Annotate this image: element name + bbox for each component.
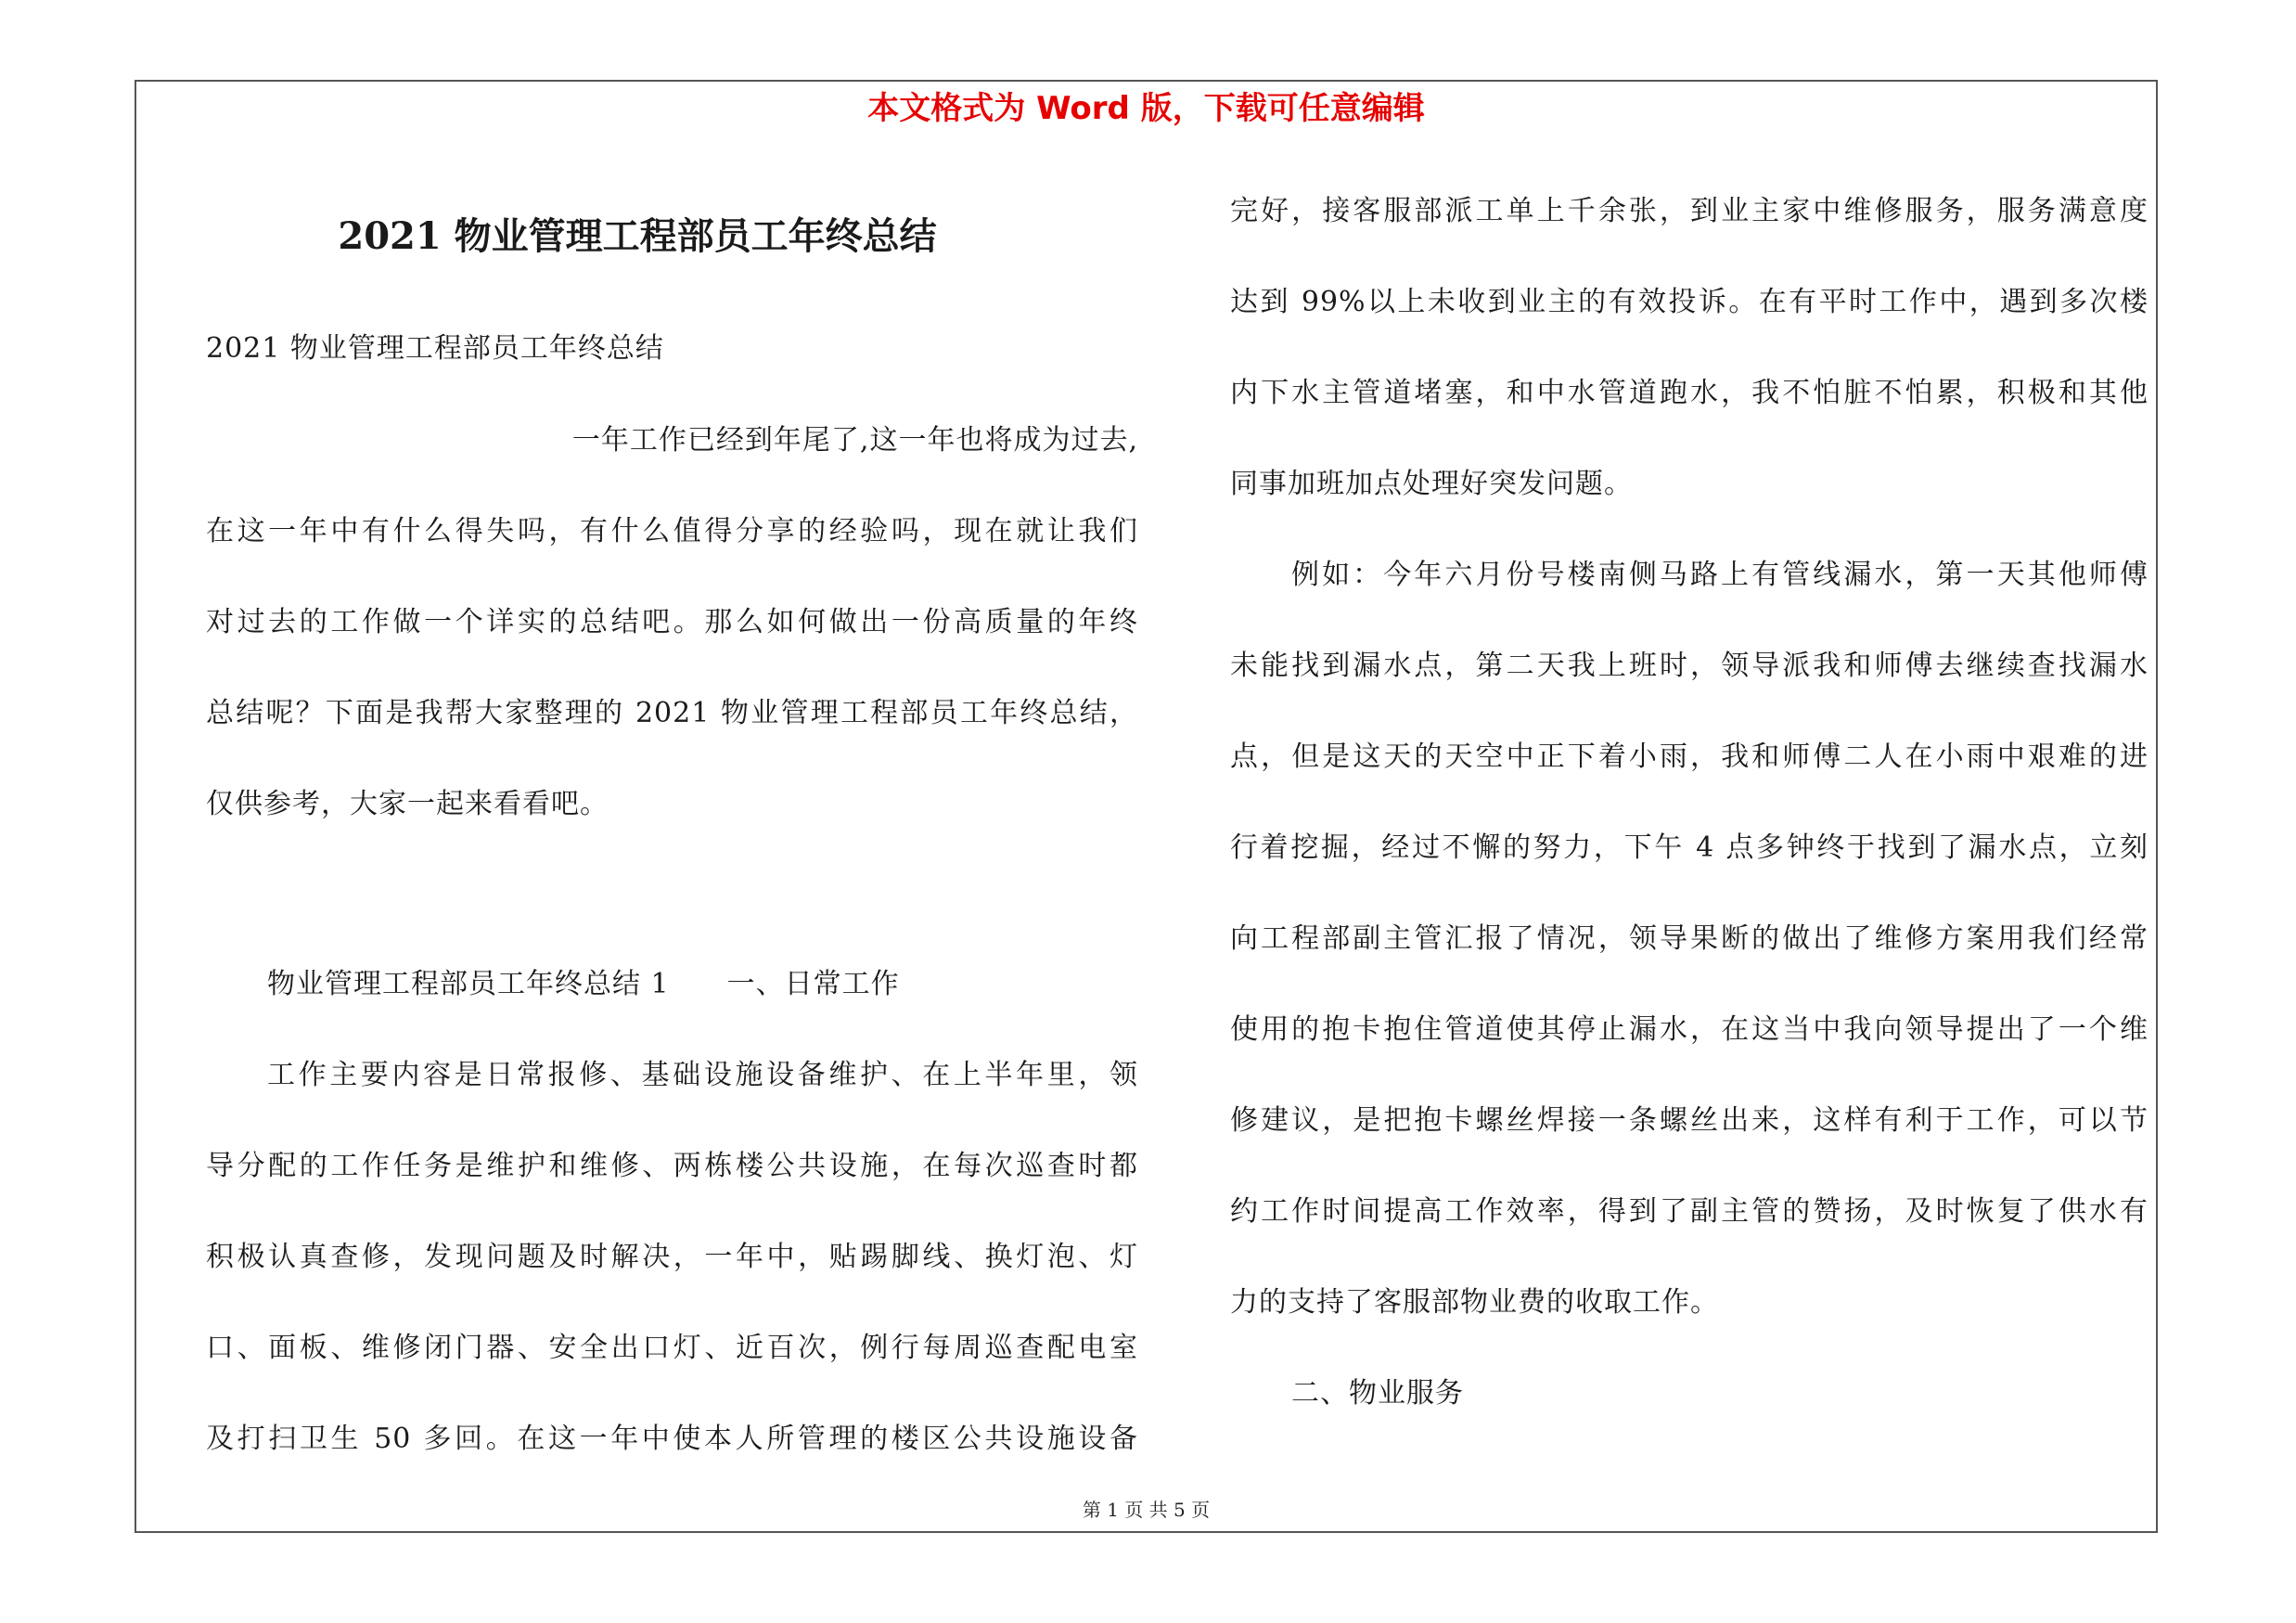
paragraph-line: 完好，接客服部派工单上千余张，到业主家中维修服务，服务满意度 — [1230, 195, 2148, 227]
paragraph-line: 力的支持了客服部物业费的收取工作。 — [1230, 1286, 1719, 1319]
paragraph-line: 点，但是这天的天空中正下着小雨，我和师傅二人在小雨中艰难的进 — [1230, 741, 2148, 773]
paragraph-line: 内下水主管道堵塞，和中水管道跑水，我不怕脏不怕累，积极和其他 — [1230, 377, 2148, 409]
paragraph-line: 工作主要内容是日常报修、基础设施设备维护、在上半年里，领 — [267, 1059, 1138, 1091]
paragraph-line: 使用的抱卡抱住管道使其停止漏水，在这当中我向领导提出了一个维 — [1230, 1013, 2148, 1046]
page-footer: 第 1 页 共 5 页 — [1082, 1499, 1211, 1521]
paragraph-line: 总结呢？下面是我帮大家整理的 2021 物业管理工程部员工年终总结， — [206, 697, 1138, 729]
paragraph-line: 仅供参考，大家一起来看看吧。 — [206, 788, 609, 820]
format-banner: 本文格式为 Word 版，下载可任意编辑 — [867, 90, 1425, 127]
paragraph-line: 约工作时间提高工作效率，得到了副主管的赞扬，及时恢复了供水有 — [1230, 1195, 2148, 1228]
paragraph-line: 对过去的工作做一个详实的总结吧。那么如何做出一份高质量的年终 — [206, 606, 1138, 638]
paragraph-line: 积极认真查修，发现问题及时解决，一年中，贴踢脚线、换灯泡、灯 — [206, 1241, 1138, 1273]
paragraph-line: 口、面板、维修闭门器、安全出口灯、近百次，例行每周巡查配电室 — [206, 1332, 1138, 1364]
paragraph-line: 修建议，是把抱卡螺丝焊接一条螺丝出来，这样有利于工作，可以节 — [1230, 1104, 2148, 1137]
subtitle-line: 2021 物业管理工程部员工年终总结 — [206, 332, 664, 365]
paragraph-line: 在这一年中有什么得失吗，有什么值得分享的经验吗，现在就让我们 — [206, 515, 1138, 547]
paragraph-line: 达到 99%以上未收到业主的有效投诉。在有平时工作中，遇到多次楼 — [1230, 286, 2148, 318]
paragraph-line: 导分配的工作任务是维护和维修、两栋楼公共设施，在每次巡查时都 — [206, 1150, 1138, 1182]
paragraph-line: 未能找到漏水点，第二天我上班时，领导派我和师傅去继续查找漏水 — [1230, 650, 2148, 682]
section-heading: 二、物业服务 — [1291, 1377, 1464, 1410]
paragraph-line: 一年工作已经到年尾了,这一年也将成为过去, — [571, 424, 1138, 457]
section-heading: 物业管理工程部员工年终总结 1 一、日常工作 — [267, 968, 900, 1000]
paragraph-line: 例如：今年六月份号楼南侧马路上有管线漏水，第一天其他师傅 — [1291, 559, 2148, 591]
paragraph-line: 同事加班加点处理好突发问题。 — [1230, 468, 1633, 500]
paragraph-line: 向工程部副主管汇报了情况，领导果断的做出了维修方案用我们经常 — [1230, 922, 2148, 955]
document-title: 2021 物业管理工程部员工年终总结 — [338, 214, 937, 258]
paragraph-line: 行着挖掘，经过不懈的努力，下午 4 点多钟终于找到了漏水点，立刻 — [1230, 831, 2148, 864]
paragraph-line: 及打扫卫生 50 多回。在这一年中使本人所管理的楼区公共设施设备 — [206, 1423, 1138, 1455]
